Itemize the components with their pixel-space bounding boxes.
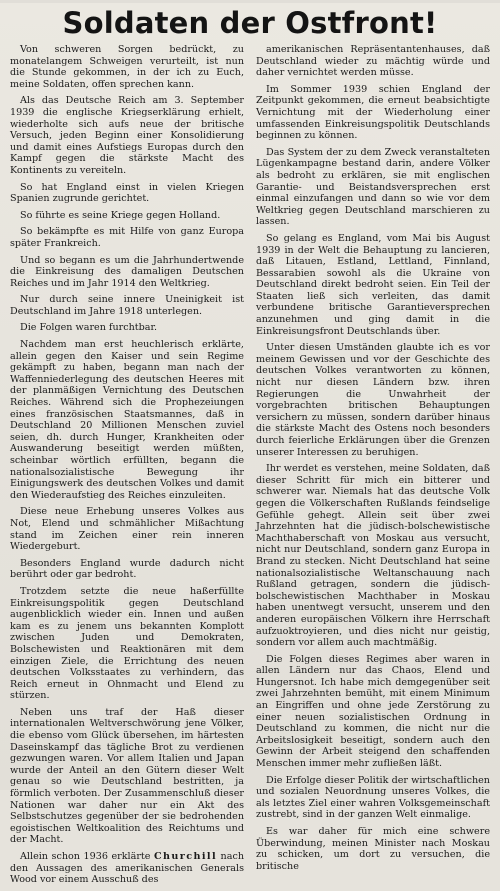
paragraph: Nur durch seine innere Uneinigkeit ist Deutschland im Jahre 1918 unterlegen. (10, 294, 244, 317)
name-churchill: Churchill (154, 851, 217, 862)
text-columns (10, 44, 490, 891)
paragraph: So gelang es England, vom Mai bis August 1939 in der Welt die Behauptung zu lancieren, daß Litauen, Estland, Lettland, Finnland, Bessarabien sowohl als die Ukraine von Deutschland direkt bedroht seien. Ein Teil der Staaten ließ sich verleiten, das damit verbundene britische Garantieversprechen anzunehmen und ging damit in die Einkreisungsfront Deutschlands über. (256, 232, 490, 337)
paragraph: Das System der zu dem Zweck veranstalteten Lügenkampagne bestand darin, andere Völker als bedroht zu erklären, sie mit englischen Garantie- und Beistandsversprechen erst einmal einzufangen und dann so wie vor dem Weltkrieg gegen Deutschland marschieren zu lassen. (256, 146, 490, 228)
paragraph: Im Sommer 1939 schien England der Zeitpunkt gekommen, die erneut beabsichtigte Vernichtung mit der Wiederholung einer umfassenden Einkreisungspolitik Deutschlands beginnen zu können. (256, 83, 490, 142)
headline: Soldaten der Ostfront! (62, 6, 438, 40)
paragraph: Die Erfolge dieser Politik der wirtschaftlichen und sozialen Neuordnung unseres Volkes, die als letztes Ziel einer wahren Volksgemeinschaft zustrebt, sind in der ganzen Welt einmalige. (256, 774, 490, 821)
paragraph: Von schweren Sorgen bedrückt, zu monatelangem Schweigen verurteilt, ist nun die Stunde gekommen, in der ich zu Euch, meine Soldaten, offen sprechen kann. (10, 44, 244, 90)
paragraph: Trotzdem setzte die neue haßerfüllte Einkreisungspolitik gegen Deutschland augenblicklich wieder ein. Innen und außen kam es zu jenem uns bekannten Komplott zwischen Juden und Demokraten, Bolschewisten und Reaktionären mit dem einzigen Ziele, die Errichtung des neuen deutschen Volksstaates zu verhindern, das Reich erneut in Ohnmacht und Elend zu stürzen. (10, 585, 244, 702)
right-column (256, 44, 490, 891)
paragraph-text: Allein schon 1936 erklärte (20, 851, 154, 862)
paragraph: So hat England einst in vielen Kriegen Spanien zugrunde gerichtet. (10, 181, 244, 205)
paragraph: Neben uns traf der Haß dieser internationalen Weltverschwörung jene Völker, die ebenso vom Glück übersehen, im härtesten Daseinskampf das tägliche Brot zu verdienen gezwungen waren. Vor allem Italien und Japan wurde der Anteil an den Gütern dieser Welt genau so wie Deutschland bestritten, ja förmlich verboten. Der Zusammenschluß dieser Nationen war daher nur ein Akt des Selbstschutzes gegenüber der sie bedrohenden egoistischen Weltkoalition des Reichtums und der Macht. (10, 706, 244, 846)
paragraph: Es war daher für mich eine schwere Überwindung, meinen Minister nach Moskau zu schicken, um dort zu versuchen, die britische (256, 826, 490, 872)
paragraph: Ihr werdet es verstehen, meine Soldaten, daß dieser Schritt für mich ein bitterer und schwerer war. Niemals hat das deutsche Volk gegen die Völkerschaften Rußlands feindselige Gefühle gehegt. Allein seit über zwei Jahrzehnten hat die jüdisch-bolschewistische Machthaberschaft von Moskau aus versucht, nicht nur Deutschland, sondern ganz Europa in Brand zu stecken. Nicht Deutschland hat seine nationalsozialistische Weltanschauung nach Rußland getragen, sondern die jüdisch-bolschewistischen Machthaber in Moskau haben unentwegt versucht, unserem und den anderen europäischen Völkern ihre Herrschaft aufzuoktroyieren, und dies nicht nur geistig, sondern vor allem auch machtmäßig. (256, 463, 490, 649)
paragraph: So bekämpfte es mit Hilfe von ganz Europa später Frankreich. (10, 226, 244, 249)
paragraph: Und so begann es um die Jahrhundertwende die Einkreisung des damaligen Deutschen Reiches und im Jahr 1914 den Weltkrieg. (10, 254, 244, 289)
paragraph-text: nach den Aussagen des amerikanischen Generals Wood vor einem Ausschuß des (10, 851, 244, 886)
paragraph: Die Folgen waren furchtbar. (20, 322, 158, 334)
paragraph: Als das Deutsche Reich am 3. September 1939 die englische Kriegserklärung erhielt, wiederholte sich aufs neue der britische Versuch, jeden Beginn einer Konsolidierung und damit eines Aufstiegs Europas durch den Kampf gegen die stärkste Macht des Kontinents zu vereiteln. (10, 95, 244, 176)
paragraph: Diese neue Erhebung unseres Volkes aus Not, Elend und schmählicher Mißachtung stand im Zeichen einer rein inneren Wiedergeburt. (10, 506, 244, 553)
left-column (10, 44, 244, 891)
paragraph: Besonders England wurde dadurch nicht berührt oder gar bedroht. (10, 557, 244, 581)
top-edge (0, 0, 500, 3)
paragraph: amerikanischen Repräsentantenhauses, daß Deutschland wieder zu mächtig würde und daher vernichtet werden müsse. (256, 44, 490, 79)
paragraph (10, 851, 244, 886)
paragraph: Unter diesen Umständen glaubte ich es vor meinem Gewissen und vor der Geschichte des deutschen Volkes verantworten zu können, nicht nur diesen Ländern bzw. ihren Regierungen die Unwahrheit der vorgebrachten britischen Behauptungen versichern zu müssen, sondern darüber hinaus die stärkste Macht des Ostens noch besonders durch feierliche Erklärungen über die Grenzen unserer Interessen zu beruhigen. (256, 342, 490, 458)
paragraph: Die Folgen dieses Regimes aber waren in allen Ländern nur das Chaos, Elend und Hungersnot. Ich habe mich demgegenüber seit zwei Jahrzehnten bemüht, mit einem Minimum an Eingriffen und ohne jede Zerstörung zu einer neuen sozialistischen Ordnung in Deutschland zu kommen, die nicht nur die Arbeitslosigkeit beseitigt, sondern auch den Gewinn der Arbeit steigend den schaffenden Menschen immer mehr zufließen läßt. (256, 653, 490, 770)
paragraph: Nachdem man erst heuchlerisch erklärte, allein gegen den Kaiser und sein Regime gekämpft zu haben, begann man nach der Waffenniederlegung des deutschen Heeres mit der planmäßigen Vernichtung des Deutschen Reiches. Während sich die Prophezeiungen eines französischen Staatsmannes, daß in Deutschland 20 Millionen Menschen zuviel seien, dh. durch Hunger, Krankheiten oder Auswanderung beseitigt werden müßten, scheinbar wörtlich erfüllten, begann die nationalsozialistische Bewegung ihr Einigungswerk des deutschen Volkes und damit den Wiederaufstieg des Reiches einzuleiten. (10, 339, 244, 501)
paragraph: So führte es seine Kriege gegen Holland. (20, 209, 221, 221)
